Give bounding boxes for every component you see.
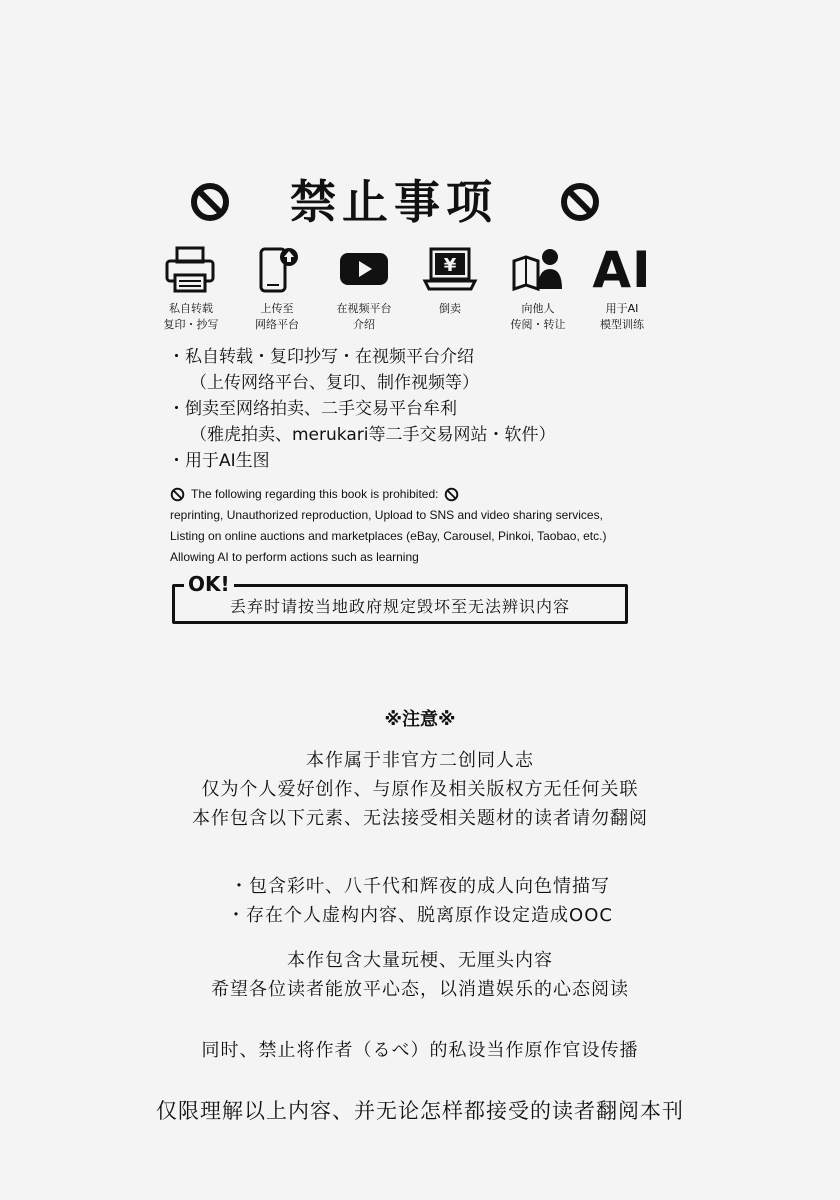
final-statement: 仅限理解以上内容、并无论怎样都接受的读者翻阅本刊 [156, 1099, 684, 1123]
rule-sub: （雅虎拍卖、merukari等二手交易网站・软件） [190, 425, 556, 445]
notice-line: ・存在个人虚构内容、脱离原作设定造成OOC [227, 905, 613, 926]
notice-paragraph [0, 1036, 840, 1065]
rules-list [168, 344, 688, 474]
ok-label: OK! [184, 572, 234, 596]
icon-caption: 传阅・转让 [510, 318, 566, 331]
notice-line: ・包含彩叶、八千代和辉夜的成人向色情描写 [230, 876, 610, 897]
prohibition-icons [0, 241, 840, 340]
rule-sub: （上传网络平台、复印、制作视频等） [190, 373, 479, 393]
title-row [0, 170, 840, 240]
rule-item: ・倒卖至网络拍卖、二手交易平台牟利 [168, 399, 457, 419]
icon-item-upload [227, 245, 327, 333]
icon-caption: 网络平台 [255, 318, 299, 331]
icon-item-reprint [141, 245, 241, 333]
rule-item: ・用于AI生图 [168, 451, 270, 471]
no-entry-icon [190, 182, 230, 222]
svg-text:¥: ¥ [443, 255, 457, 276]
notice-title: ※注意※ [384, 709, 456, 730]
notice-line: 同时、禁止将作者（るべ）的私设当作原作官设传播 [201, 1040, 639, 1061]
notice-paragraph [0, 946, 840, 1004]
video-play-icon [336, 245, 392, 295]
icon-item-video [314, 245, 414, 333]
printer-icon [163, 245, 219, 295]
book-person-icon [510, 245, 566, 295]
page-title: 禁止事项 [290, 175, 498, 229]
icon-item-resale [400, 245, 500, 317]
icon-caption: 向他人 [521, 302, 555, 315]
ok-disposal-box [172, 572, 632, 627]
notice-line: 希望各位读者能放平心态，以消遣娱乐的心态阅读 [211, 979, 629, 1000]
english-line: Listing on online auctions and marketplaces (eBay, Carousel, Pinkoi, Taobao, etc.) [170, 529, 607, 543]
english-line: Allowing AI to perform actions such as learning [170, 550, 419, 564]
icon-caption: 在视频平台 [336, 302, 392, 315]
rule-item: ・私自转载・复印抄写・在视频平台介绍 [168, 347, 474, 367]
icon-caption: 私自转载 [169, 302, 213, 315]
icon-caption: 倒卖 [439, 302, 461, 315]
icon-caption: 上传至 [260, 302, 294, 315]
icon-caption: 用于AI [605, 302, 639, 315]
phone-upload-icon [249, 245, 305, 295]
notice-line: 本作属于非官方二创同人志 [306, 750, 534, 771]
notice-paragraph [0, 746, 840, 833]
no-entry-icon [444, 487, 459, 502]
notice-line: 仅为个人爱好创作、与原作及相关版权方无任何关联 [201, 779, 639, 800]
english-line: reprinting, Unauthorized reproduction, Upload to SNS and video sharing services, [170, 508, 603, 522]
notice-line: 本作包含以下元素、无法接受相关题材的读者请勿翻阅 [192, 808, 648, 829]
icon-caption: 复印・抄写 [163, 318, 219, 331]
no-entry-icon [560, 182, 600, 222]
ok-frame [172, 584, 628, 624]
icon-caption: 介绍 [353, 318, 375, 331]
english-notice [170, 484, 690, 568]
notice-paragraph [0, 872, 840, 930]
english-first-line [170, 484, 690, 505]
icon-item-ai [572, 241, 672, 333]
ok-text: 丢弃时请按当地政府规定毁坏至无法辨识内容 [229, 597, 570, 616]
english-line: The following regarding this book is prohibited: [191, 487, 439, 501]
notice-line: 本作包含大量玩梗、无厘头内容 [287, 950, 553, 971]
no-entry-icon [170, 487, 185, 502]
icon-caption: 模型训练 [600, 318, 644, 331]
ai-icon: AI [592, 241, 652, 299]
laptop-yen-icon [422, 245, 478, 295]
